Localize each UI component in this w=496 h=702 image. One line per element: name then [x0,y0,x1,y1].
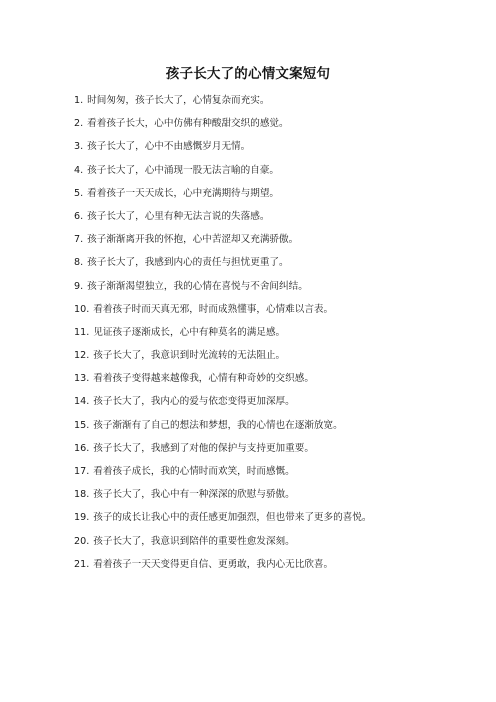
list-item-number: 16. [74,442,90,454]
list-item-number: 17. [74,466,90,477]
list-item [74,162,474,185]
list-item-number: 11. [74,326,90,338]
list-item [74,533,474,556]
list-item-number: 21. [74,558,90,570]
list-item-text: 见证孩子逐渐成长，心中有种莫名的满足感。 [93,326,286,338]
list-item-text: 孩子长大了，我内心的爱与依恋变得更加深厚。 [93,396,295,408]
list-item-text: 看着孩子长大，心中仿佛有种酸甜交织的感觉。 [87,118,289,130]
list-item-text: 孩子长大了，心中不由感慨岁月无情。 [87,141,251,153]
list-item [74,370,474,393]
list-item-number: 8. [74,257,84,269]
list-item-text: 孩子长大了，心里有种无法言说的失落感。 [87,210,270,222]
list-item [74,463,474,486]
list-item-text: 孩子长大了，我意识到时光流转的无法阻止。 [93,350,286,362]
list-item [74,440,474,463]
sentence-list [74,92,474,579]
list-item-number: 20. [74,535,90,547]
list-item-text: 孩子长大了，我心中有一种深深的欣慰与骄傲。 [93,489,295,501]
list-item [74,417,474,440]
list-item [74,278,474,301]
list-item-number: 18. [74,489,90,501]
list-item [74,231,474,254]
list-item-text: 看着孩子一天天变得更自信、更勇敢，我内心无比欣喜。 [93,558,334,570]
list-item-number: 19. [74,512,90,524]
list-item [74,138,474,161]
list-item [74,556,474,579]
list-item [74,254,474,277]
list-item-text: 看着孩子成长，我的心情时而欢笑，时而感慨。 [93,466,295,477]
list-item-text: 看着孩子时而天真无邪，时而成熟懂事，心情难以言表。 [93,303,334,315]
list-item-number: 1. [74,95,84,106]
list-item [74,208,474,231]
list-item-number: 14. [74,396,90,408]
list-item-number: 13. [74,373,90,385]
list-item-text: 孩子长大了，心中涌现一股无法言喻的自豪。 [87,164,280,176]
list-item [74,92,474,115]
list-item-text: 孩子长大了，我感到内心的责任与担忧更重了。 [87,257,289,269]
list-item [74,301,474,324]
list-item-number: 6. [74,210,84,222]
list-item [74,115,474,138]
list-item [74,347,474,370]
list-item-number: 7. [74,234,84,246]
list-item [74,185,474,208]
list-item-number: 5. [74,187,84,199]
list-item-text: 时间匆匆，孩子长大了，心情复杂而充实。 [87,95,270,106]
list-item-text: 孩子长大了，我感到了对他的保护与支持更加重要。 [93,442,314,454]
list-item [74,509,474,532]
list-item-number: 9. [74,280,84,292]
list-item-number: 12. [74,350,90,362]
list-item [74,324,474,347]
list-item-number: 2. [74,118,84,130]
list-item-text: 孩子渐渐渴望独立，我的心情在喜悦与不舍间纠结。 [87,280,308,292]
list-item-text: 看着孩子一天天成长，心中充满期待与期望。 [87,187,280,199]
list-item-text: 孩子的成长让我心中的责任感更加强烈，但也带来了更多的喜悦。 [93,512,372,524]
list-item-text: 孩子长大了，我意识到陪伴的重要性愈发深刻。 [93,535,295,547]
list-item-text: 孩子渐渐离开我的怀抱，心中苦涩却又充满骄傲。 [87,234,299,246]
list-item [74,393,474,416]
list-item-text: 看着孩子变得越来越像我，心情有种奇妙的交织感。 [93,373,314,385]
list-item-number: 3. [74,141,84,153]
list-item-text: 孩子渐渐有了自己的想法和梦想，我的心情也在逐渐放宽。 [93,419,343,431]
document-title: 孩子长大了的心情文案短句 [165,66,331,82]
list-item-number: 10. [74,303,90,315]
list-item-number: 4. [74,164,84,176]
list-item-number: 15. [74,419,90,431]
list-item [74,486,474,509]
